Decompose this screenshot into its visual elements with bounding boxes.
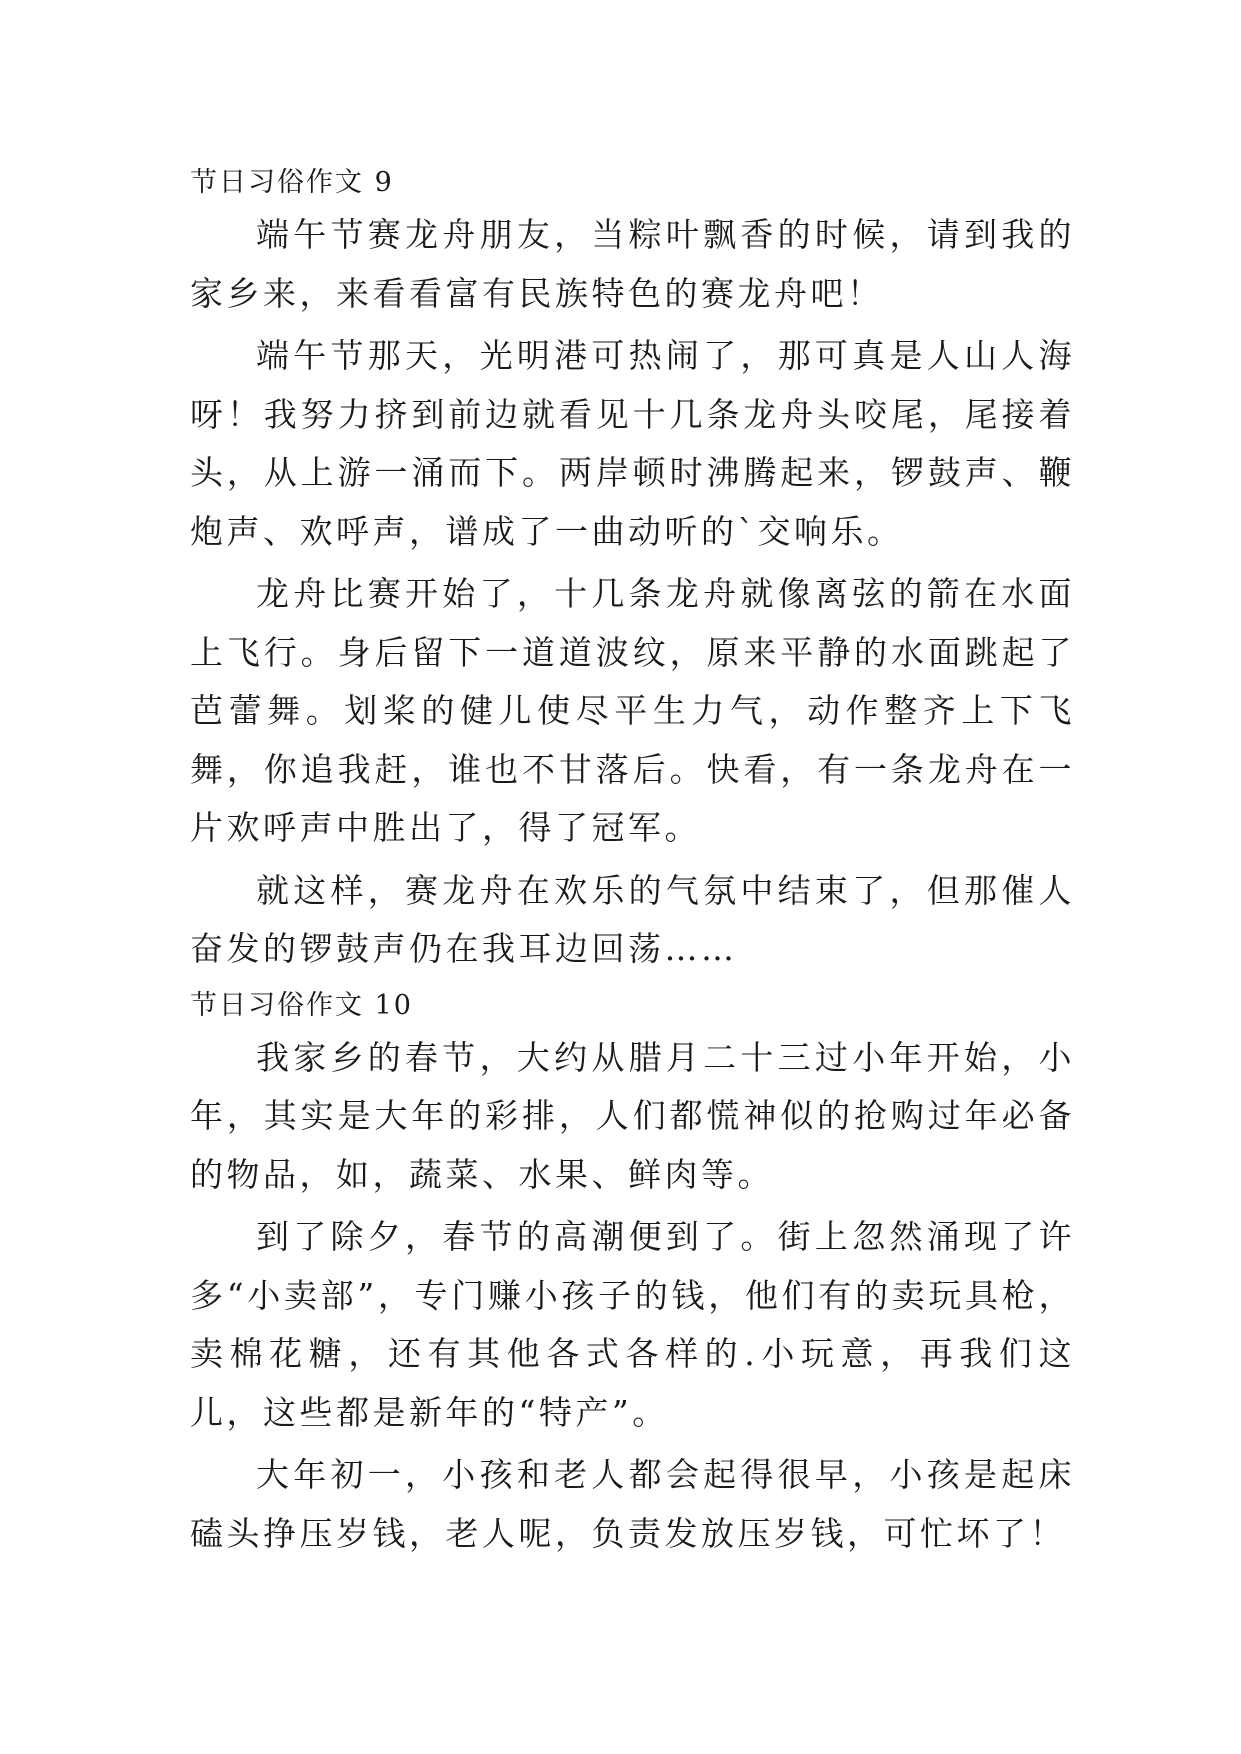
section-heading: 节日习俗作文 10	[190, 989, 413, 1021]
paragraph: 到了除夕，春节的高潮便到了。街上忽然涌现了许多“小卖部”，专门赚小孩子的钱，他们有的卖玩具枪，卖棉花糖，还有其他各式各样的.小玩意，再我们这儿，这些都是新年的“特产”。	[190, 1217, 1075, 1432]
document-page	[190, 160, 1075, 1567]
essay-section-10	[190, 983, 1075, 1564]
paragraph: 龙舟比赛开始了，十几条龙舟就像离弦的箭在水面上飞行。身后留下一道道波纹，原来平静的水面跳起了芭蕾舞。划桨的健儿使尽平生力气，动作整齐上下飞舞，你追我赶，谁也不甘落后。快看，有一条龙舟在一片欢呼声中胜出了，得了冠军。	[190, 574, 1075, 847]
section-heading: 节日习俗作文 9	[190, 167, 394, 198]
paragraph: 大年初一，小孩和老人都会起得很早，小孩是起床磕头挣压岁钱，老人呢，负责发放压岁钱，可忙坏了！	[190, 1455, 1075, 1553]
paragraph: 端午节那天，光明港可热闹了，那可真是人山人海呀！我努力挤到前边就看见十几条龙舟头咬尾，尾接着头，从上游一涌而下。两岸顿时沸腾起来，锣鼓声、鞭炮声、欢呼声，谱成了一曲动听的`交响乐。	[190, 336, 1075, 551]
paragraph: 端午节赛龙舟朋友，当粽叶飘香的时候，请到我的家乡来，来看看富有民族特色的赛龙舟吧！	[190, 215, 1075, 313]
paragraph: 就这样，赛龙舟在欢乐的气氛中结束了，但那催人奋发的锣鼓声仍在我耳边回荡……	[190, 870, 1075, 968]
essay-section-9	[190, 160, 1075, 979]
paragraph: 我家乡的春节，大约从腊月二十三过小年开始，小年，其实是大年的彩排，人们都慌神似的抢购过年必备的物品，如，蔬菜、水果、鲜肉等。	[190, 1037, 1075, 1194]
